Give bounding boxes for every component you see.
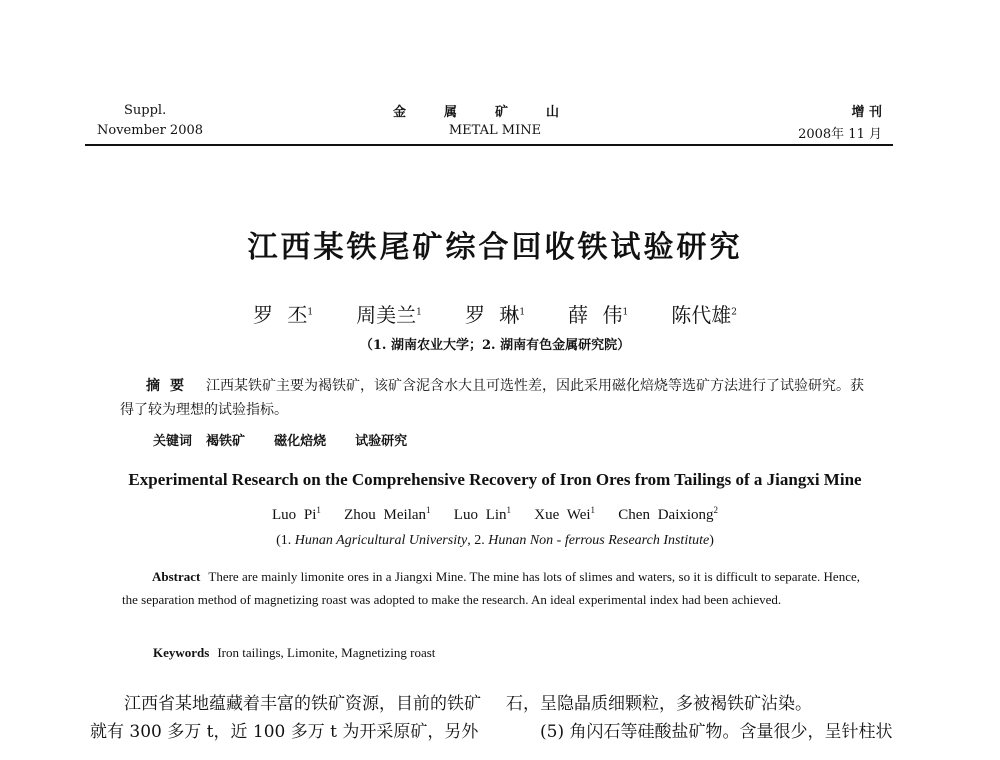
author-en: Xue Wei$^1$ [534, 505, 596, 523]
author-cn: 陈代雄$^2$ [671, 303, 738, 327]
keywords-cn-label: 关键词 [153, 434, 193, 449]
keywords-cn-text: 褐铁矿 磁化焙烧 试验研究 [206, 434, 408, 449]
keywords-en [153, 645, 435, 661]
keywords-en-text: Iron tailings, Limonite, Magnetizing roast [217, 645, 436, 660]
header-supplement: Suppl. [124, 103, 167, 118]
header-journal-en: METAL MINE [448, 123, 542, 138]
header-rule [85, 144, 893, 146]
body-left-column: 江西省某地蕴藏着丰富的铁矿资源，目前的铁矿就有 300 多万 t，近 100 多万 t 为开采原矿，另外 [90, 694, 481, 742]
title-en: Experimental Research on the Comprehensive Recovery of Iron Ores from Tailings of a Jiangxi Mine [128, 470, 862, 489]
author-en: Chen Daixiong$^2$ [618, 505, 719, 523]
abstract-en-text: There are mainly limonite ores in a Jiangxi Mine. The mine has lots of slimes and waters, so it is difficult to separate. Hence, the separation method of magnetizing roast was adopted to make the research. An ideal experimental index had been achieved. [122, 569, 860, 607]
body-right-column [506, 690, 898, 746]
title-cn: 江西某铁尾矿综合回收铁试验研究 [247, 230, 743, 265]
authors-cn [0, 299, 990, 328]
author-en: Luo Lin$^1$ [453, 505, 512, 523]
author-cn: 周美兰$^1$ [356, 303, 422, 327]
abstract-cn-label: 摘要 [146, 378, 194, 394]
author-en: Luo Pi$^1$ [271, 505, 321, 523]
header-date-cn: 2008年 11 月 [798, 127, 882, 142]
author-cn: 罗 丕$^1$ [252, 303, 314, 327]
body-right-paragraph: (5) 角闪石等硅酸盐矿物。含量很少，呈针柱状 [540, 722, 893, 742]
authors-en [0, 507, 990, 524]
header-supplement-cn: 增 刊 [851, 105, 882, 120]
keywords-en-label: Keywords [153, 645, 210, 660]
abstract-en-label: Abstract [152, 569, 201, 584]
keywords-cn [153, 430, 407, 449]
affiliation-en: (1. Hunan Agricultural University, 2. Hunan Non - ferrous Research Institute) [276, 533, 714, 548]
author-cn: 薛 伟$^1$ [568, 303, 629, 327]
affiliation-en-inst1: Hunan Agricultural University [294, 533, 468, 548]
abstract-cn-text: 江西某铁矿主要为褐铁矿，该矿含泥含水大且可选性差，因此采用磁化焙烧等选矿方法进行了试验研究。获得了较为理想的试验指标。 [120, 378, 864, 418]
affiliation-cn: （1. 湖南农业大学；2. 湖南有色金属研究院） [359, 338, 631, 353]
author-en: Zhou Meilan$^1$ [344, 505, 431, 523]
body-right-line: 石，呈隐晶质细颗粒，多被褐铁矿沾染。 [506, 694, 812, 714]
header-journal-cn: 金属矿山 [392, 105, 597, 120]
affiliation-en-inst2: Hunan Non - ferrous Research Institute [488, 533, 710, 548]
header-date-en: November 2008 [97, 123, 204, 138]
abstract-cn [120, 374, 870, 422]
author-cn: 罗 琳$^1$ [464, 303, 526, 327]
abstract-en [122, 565, 860, 611]
